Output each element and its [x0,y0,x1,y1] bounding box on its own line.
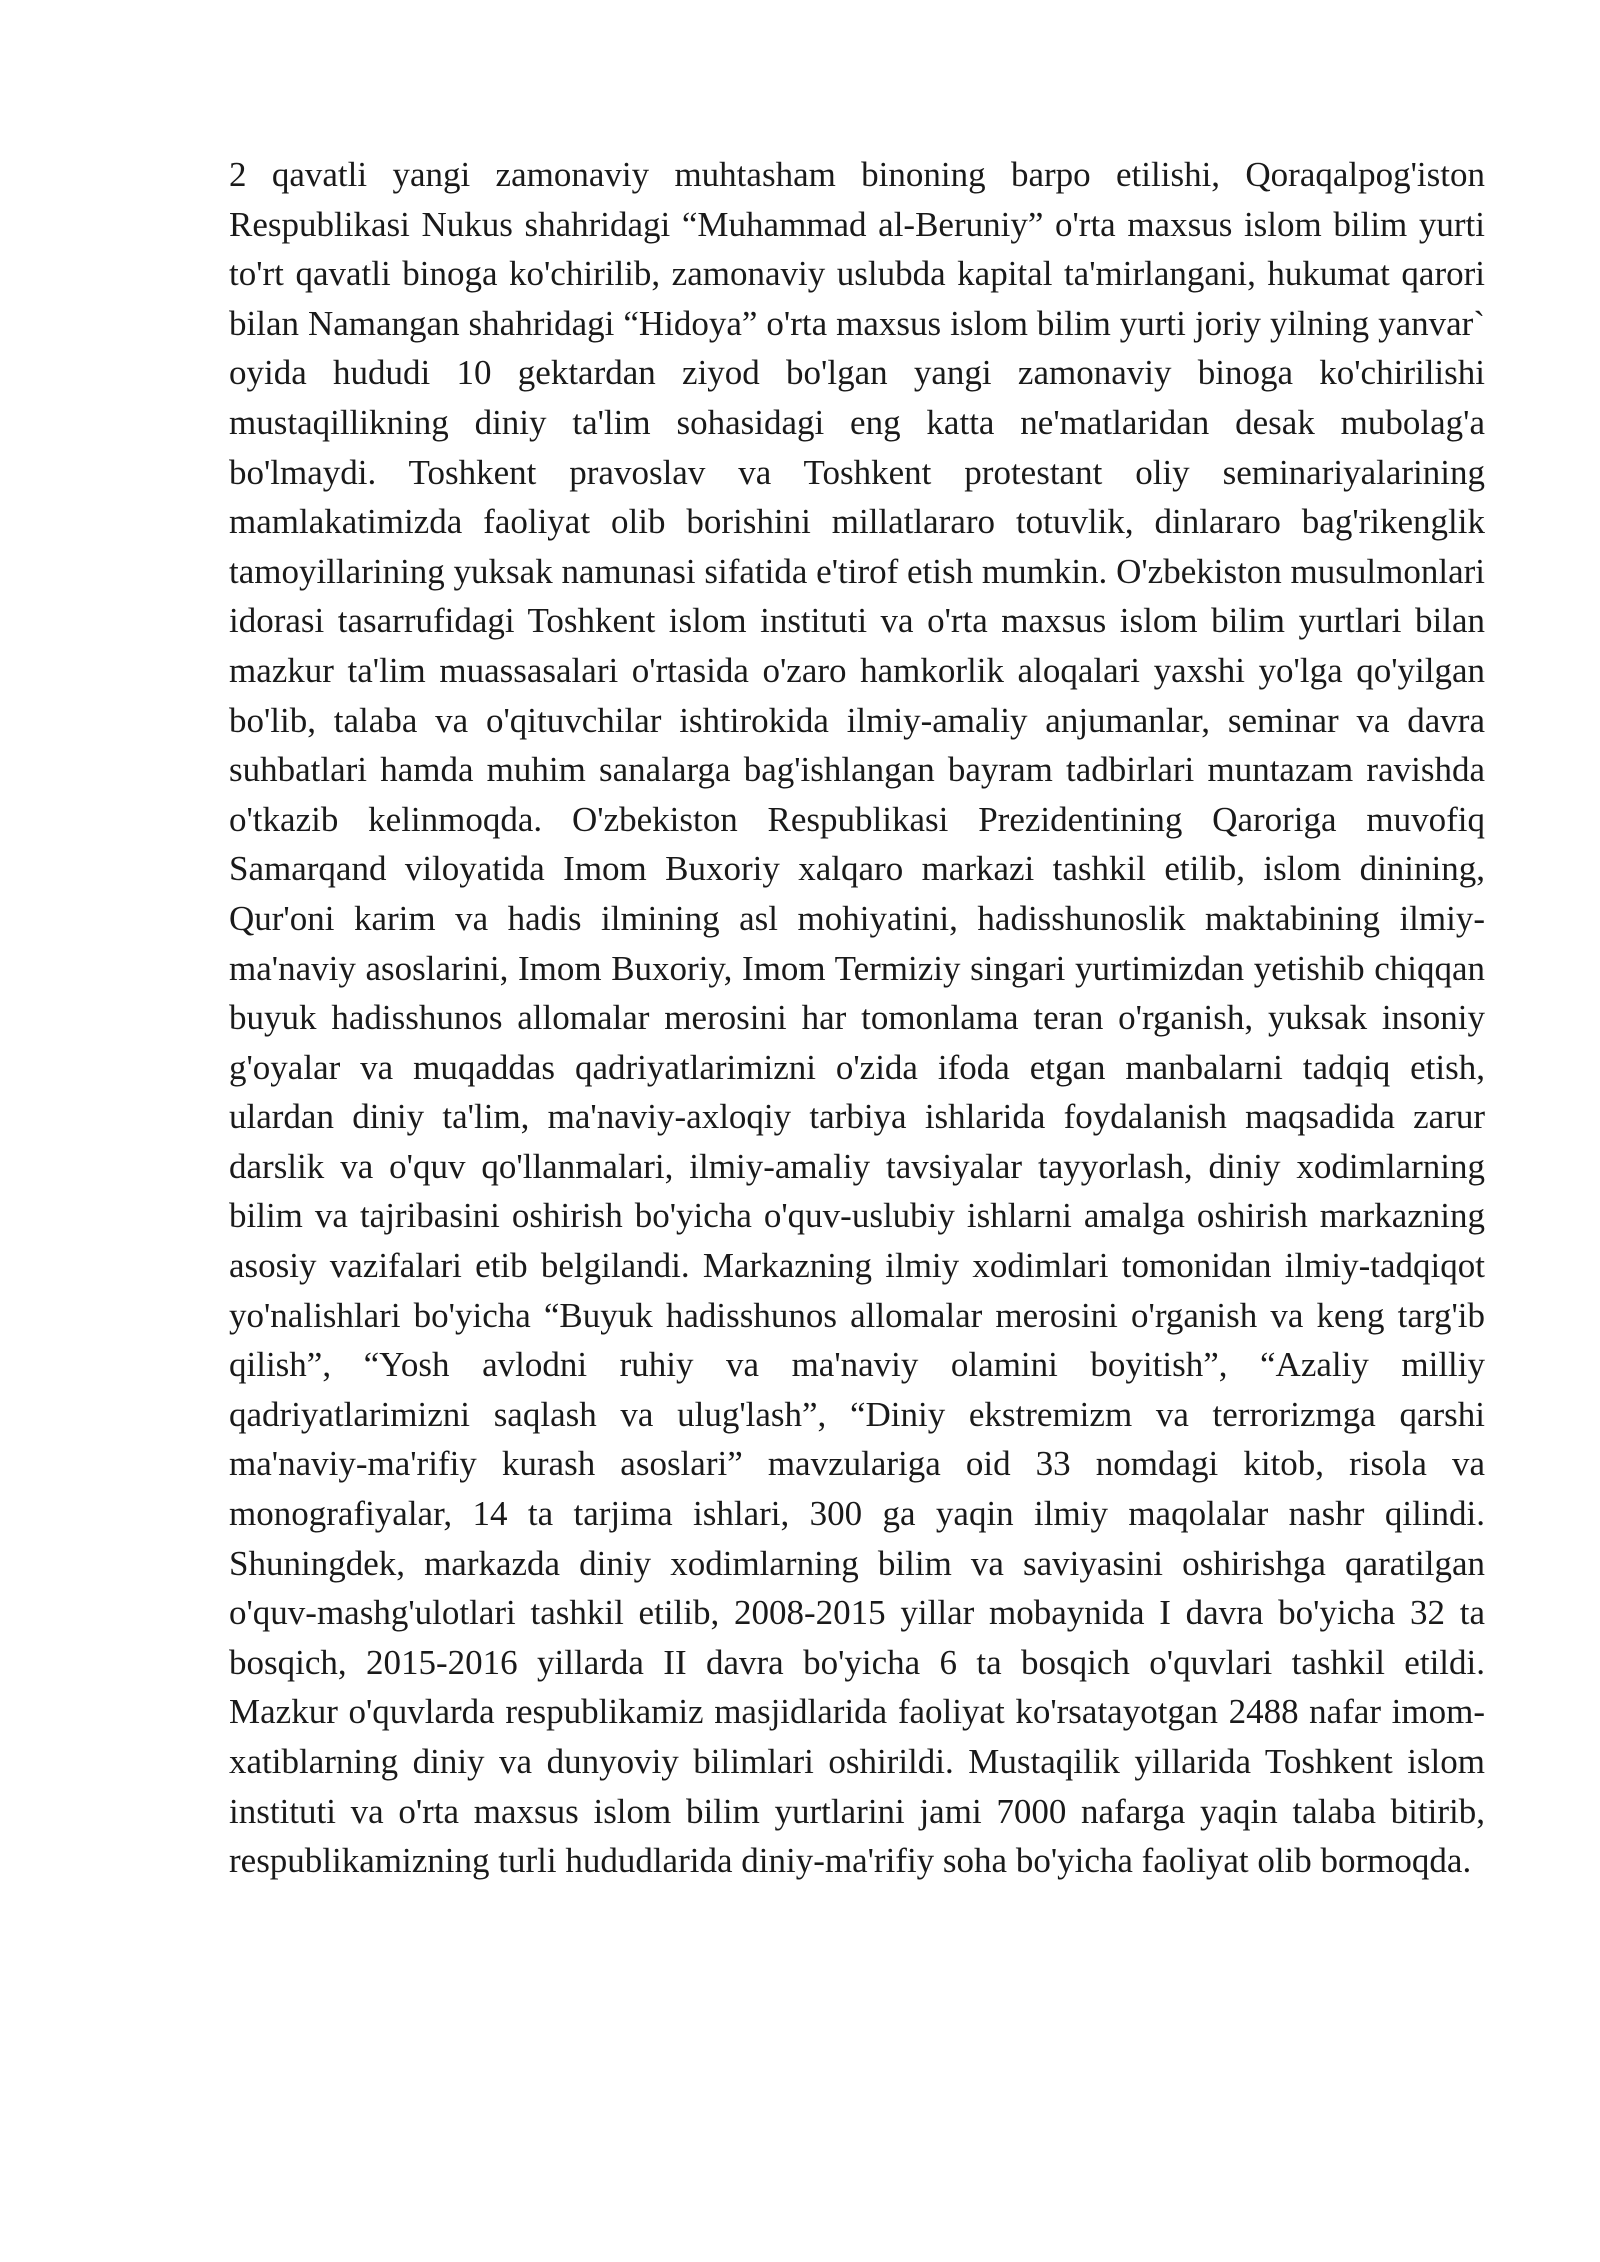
body-paragraph: 2 qavatli yangi zamonaviy muhtasham binoning barpo etilishi, Qoraqalpog'iston Respublikasi Nukus shahridagi “Muhammad al-Beruniy” o'rta maxsus islom bilim yurti to'rt qavatli binoga ko'chirilib, zamonaviy uslubda kapital ta'mirlangani, hukumat qarori bilan Namangan shahridagi “Hidoya” o'rta maxsus islom bilim yurti joriy yilning yanvar` oyida hududi 10 gektardan ziyod bo'lgan yangi zamonaviy binoga ko'chirilishi mustaqillikning diniy ta'lim sohasidagi eng katta ne'matlaridan desak mubolag'a bo'lmaydi. Toshkent pravoslav va Toshkent protestant oliy seminariyalarining mamlakatimizda faoliyat olib borishini millatlararo totuvlik, dinlararo bag'rikenglik tamoyillarining yuksak namunasi sifatida e'tirof etish mumkin. O'zbekiston musulmonlari idorasi tasarrufidagi Toshkent islom instituti va o'rta maxsus islom bilim yurtlari bilan mazkur ta'lim muassasalari o'rtasida o'zaro hamkorlik aloqalari yaxshi yo'lga qo'yilgan bo'lib, talaba va o'qituvchilar ishtirokida ilmiy-amaliy anjumanlar, seminar va davra suhbatlari hamda muhim sanalarga bag'ishlangan bayram tadbirlari muntazam ravishda o'tkazib kelinmoqda. O'zbekiston Respublikasi Prezidentining Qaroriga muvofiq Samarqand viloyatida Imom Buxoriy xalqaro markazi tashkil etilib, islom dinining, Qur'oni karim va hadis ilmining asl mohiyatini, hadisshunoslik maktabining ilmiy-ma'naviy asoslarini, Imom Buxoriy, Imom Termiziy singari yurtimizdan yetishib chiqqan buyuk hadisshunos allomalar merosini har tomonlama teran o'rganish, yuksak insoniy g'oyalar va muqaddas qadriyatlarimizni o'zida ifoda etgan manbalarni tadqiq etish, ulardan diniy ta'lim, ma'naviy-axloqiy tarbiya ishlarida foydalanish maqsadida zarur darslik va o'quv qo'llanmalari, ilmiy-amaliy tavsiyalar tayyorlash, diniy xodimlarning bilim va tajribasini oshirish bo'yicha o'quv-uslubiy ishlarni amalga oshirish markazning asosiy vazifalari etib belgilandi. Markazning ilmiy xodimlari tomonidan ilmiy-tadqiqot yo'nalishlari bo'yicha “Buyuk hadisshunos allomalar merosini o'rganish va keng targ'ib qilish”, “Yosh avlodni ruhiy va ma'naviy olamini boyitish”, “Azaliy milliy qadriyatlarimizni saqlash va ulug'lash”, “Diniy ekstremizm va terrorizmga qarshi ma'naviy-ma'rifiy kurash asoslari” mavzulariga oid 33 nomdagi kitob, risola va monografiyalar, 14 ta tarjima ishlari, 300 ga yaqin ilmiy maqolalar nashr qilindi. Shuningdek, markazda diniy xodimlarning bilim va saviyasini oshirishga qaratilgan o'quv-mashg'ulotlari tashkil etilib, 2008-2015 yillar mobaynida I davra bo'yicha 32 ta bosqich, 2015-2016 yillarda II davra bo'yicha 6 ta bosqich o'quvlari tashkil etildi. Mazkur o'quvlarda respublikamiz masjidlarida faoliyat ko'rsatayotgan 2488 nafar imom-xatiblarning diniy va dunyoviy bilimlari oshirildi. Mustaqilik yillarida Toshkent islom instituti va o'rta maxsus islom bilim yurtlarini jami 7000 nafarga yaqin talaba bitirib, respublikamizning turli hududlarida diniy-ma'rifiy soha bo'yicha faoliyat olib bormoqda. [229,155,1485,1881]
body-text-block [229,150,1485,1886]
